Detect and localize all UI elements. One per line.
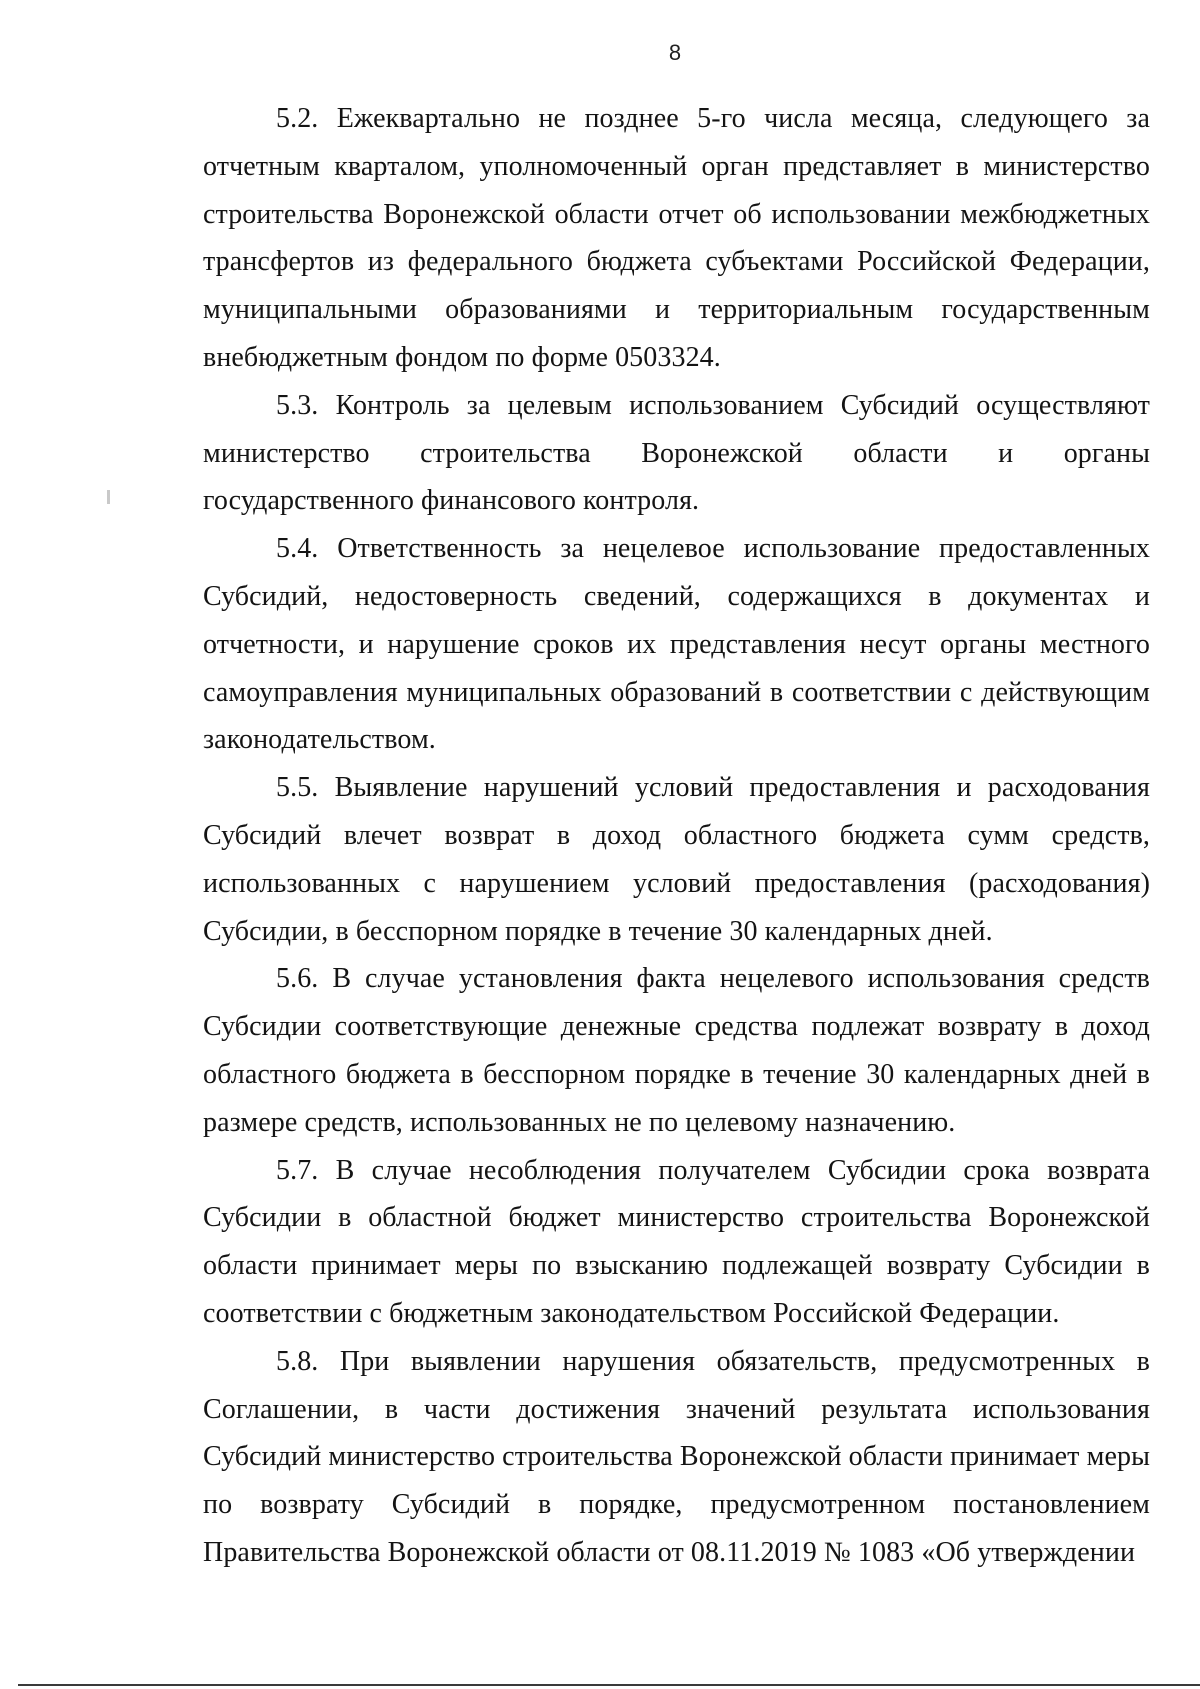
paragraph-5-2: 5.2. Ежеквартально не позднее 5-го числа месяца, следующего за отчетным кварталом, уполномоченный орган представляет в министерство строительства Воронежской области отчет об использовании межбюджетных трансфертов из федерального бюджета субъектами Российской Федерации, муниципальными образованиями и территориальным государственным внебюджетным фондом по форме 0503324. bbox=[203, 103, 1150, 373]
paragraph-5-4: 5.4. Ответственность за нецелевое использование предоставленных Субсидий, недостоверность сведений, содержащихся в документах и отчетности, и нарушение сроков их представления несут органы местного самоуправления муниципальных образований в соответствии с действующим законодательством. bbox=[203, 533, 1150, 756]
paragraph-5-7: 5.7. В случае несоблюдения получателем Субсидии срока возврата Субсидии в областной бюджет министерство строительства Воронежской области принимает меры по взысканию подлежащей возврату Субсидии в соответствии с бюджетным законодательством Российской Федерации. bbox=[203, 1154, 1150, 1329]
page-bottom-rule bbox=[18, 1684, 1200, 1686]
scan-artifact-mark bbox=[107, 490, 110, 504]
page-number: 8 bbox=[668, 40, 682, 65]
paragraph-5-3: 5.3. Контроль за целевым использованием Субсидий осуществляют министерство строительства Воронежской области и органы государственного финансового контроля. bbox=[203, 389, 1150, 517]
paragraph-5-6: 5.6. В случае установления факта нецелевого использования средств Субсидии соответствующие денежные средства подлежат возврату в доход областного бюджета в бесспорном порядке в течение 30 календарных дней в размере средств, использованных не по целевому назначению. bbox=[203, 963, 1150, 1138]
paragraph-5-5: 5.5. Выявление нарушений условий предоставления и расходования Субсидий влечет возврат в доход областного бюджета сумм средств, использованных с нарушением условий предоставления (расходования) Субсидии, в бесспорном порядке в течение 30 календарных дней. bbox=[203, 772, 1150, 947]
paragraph-5-8: 5.8. При выявлении нарушения обязательств, предусмотренных в Соглашении, в части достижения значений результата использования Субсидий министерство строительства Воронежской области принимает меры по возврату Субсидий в порядке, предусмотренном постановлением Правительства Воронежской области от 08.11.2019 № 1083 «Об утверждении bbox=[203, 1345, 1150, 1568]
document-body bbox=[203, 95, 1150, 1577]
